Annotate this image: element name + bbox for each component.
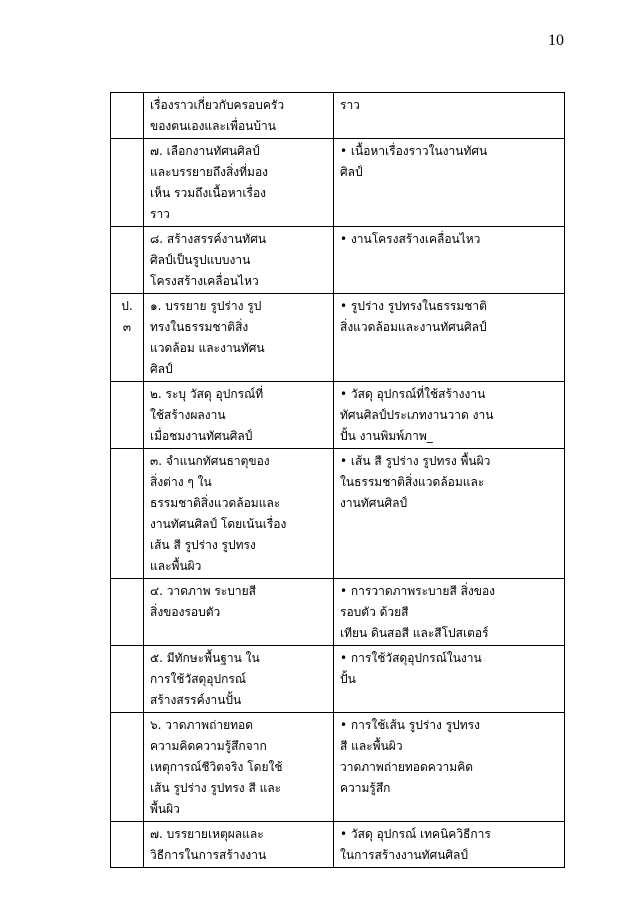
table-row (111, 579, 565, 646)
indicator-cell (144, 713, 334, 822)
indicator-text: ๕. มีทักษะพื้นฐาน ใน การใช้วัสดุอุปกรณ์ สร้างสรรค์งานปั้น (150, 651, 260, 707)
curriculum-table (110, 92, 565, 868)
indicator-cell (144, 579, 334, 646)
core-content-cell (334, 294, 565, 382)
grade-level-cell (111, 294, 144, 382)
core-content-cell (334, 227, 565, 294)
table-body (111, 93, 565, 868)
indicator-cell (144, 294, 334, 382)
indicator-text: ๗. เลือกงานทัศนศิลป์ และบรรยายถึงสิ่งที่มอง เห็น รวมถึงเนื้อหาเรื่อง ราว (150, 144, 269, 221)
table-row (111, 449, 565, 579)
core-content-cell (334, 822, 565, 868)
core-content-cell (334, 139, 565, 227)
core-content-text: • การใช้วัสดุอุปกรณ์ในงาน ปั้น (340, 651, 482, 686)
core-content-text: • วัสดุ อุปกรณ์ที่ใช้สร้างงาน ทัศนศิลป์ประเภทงานวาด งาน ปั้น งานพิมพ์ภาพ_ (340, 387, 494, 443)
grade-level-text: ป. ๓ (121, 299, 133, 334)
grade-level-cell (111, 449, 144, 579)
grade-level-cell (111, 579, 144, 646)
grade-level-cell (111, 822, 144, 868)
core-content-text: ราว (340, 98, 360, 112)
table-row (111, 382, 565, 449)
table-row (111, 822, 565, 868)
grade-level-cell (111, 382, 144, 449)
grade-level-cell (111, 713, 144, 822)
indicator-cell (144, 227, 334, 294)
core-content-cell (334, 713, 565, 822)
core-content-cell (334, 93, 565, 139)
indicator-text: ๔. วาดภาพ ระบายสี สิ่งของรอบตัว (150, 584, 256, 619)
indicator-text: ๖. วาดภาพถ่ายทอด ความคิดความรู้สึกจาก เหตุการณ์ชีวิตจริง โดยใช้ เส้น รูปร่าง รูปทรง สี และ พื้นผิว (150, 718, 283, 816)
core-content-cell (334, 646, 565, 713)
core-content-text: • เส้น สี รูปร่าง รูปทรง พื้นผิว ในธรรมชาติสิ่งแวดล้อมและ งานทัศนศิลป์ (340, 454, 491, 510)
indicator-cell (144, 93, 334, 139)
indicator-text: เรื่องราวเกี่ยวกับครอบครัว ของตนเองและเพื่อนบ้าน (150, 98, 285, 133)
indicator-text: ๒. ระบุ วัสดุ อุปกรณ์ที่ ใช้สร้างผลงาน เมื่อชมงานทัศนศิลป์ (150, 387, 264, 443)
core-content-cell (334, 449, 565, 579)
table-row (111, 139, 565, 227)
indicator-text: ๗. บรรยายเหตุผลและ วิธีการในการสร้างงาน (150, 827, 267, 862)
core-content-text: • รูปร่าง รูปทรงในธรรมชาติ สิ่งแวดล้อมและงานทัศนศิลป์ (340, 299, 487, 334)
page-number: 10 (548, 32, 564, 49)
indicator-text: ๓. จำแนกทัศนธาตุของ สิ่งต่าง ๆ ใน ธรรมชาติสิ่งแวดล้อมและ งานทัศนศิลป์ โดยเน้นเรื่อง เส้น สี รูปร่าง รูปทรง และพื้นผิว (150, 454, 287, 573)
core-content-text: • การใช้เส้น รูปร่าง รูปทรง สี และพื้นผิว วาดภาพถ่ายทอดความคิด ความรู้สึก (340, 718, 480, 795)
grade-level-cell (111, 227, 144, 294)
table-row (111, 93, 565, 139)
table-row (111, 713, 565, 822)
indicator-cell (144, 646, 334, 713)
table-row (111, 227, 565, 294)
indicator-cell (144, 822, 334, 868)
core-content-text: • วัสดุ อุปกรณ์ เทคนิควิธีการ ในการสร้างงานทัศนศิลป์ (340, 827, 491, 862)
table-row (111, 294, 565, 382)
indicator-cell (144, 382, 334, 449)
core-content-text: • การวาดภาพระบายสี สิ่งของ รอบตัว ด้วยสี เทียน ดินสอสี และสีโปสเตอร์ (340, 584, 496, 640)
core-content-text: • เนื้อหาเรื่องราวในงานทัศน ศิลป์ (340, 144, 488, 179)
indicator-cell (144, 139, 334, 227)
core-content-cell (334, 579, 565, 646)
table-row (111, 646, 565, 713)
core-content-text: • งานโครงสร้างเคลื่อนไหว (340, 232, 481, 246)
indicator-text: ๑. บรรยาย รูปร่าง รูป ทรงในธรรมชาติสิ่ง แวดล้อม และงานทัศน ศิลป์ (150, 299, 265, 376)
grade-level-cell (111, 93, 144, 139)
grade-level-cell (111, 139, 144, 227)
core-content-cell (334, 382, 565, 449)
indicator-cell (144, 449, 334, 579)
grade-level-cell (111, 646, 144, 713)
indicator-text: ๘. สร้างสรรค์งานทัศน ศิลป์เป็นรูปแบบงาน โครงสร้างเคลื่อนไหว (150, 232, 267, 288)
